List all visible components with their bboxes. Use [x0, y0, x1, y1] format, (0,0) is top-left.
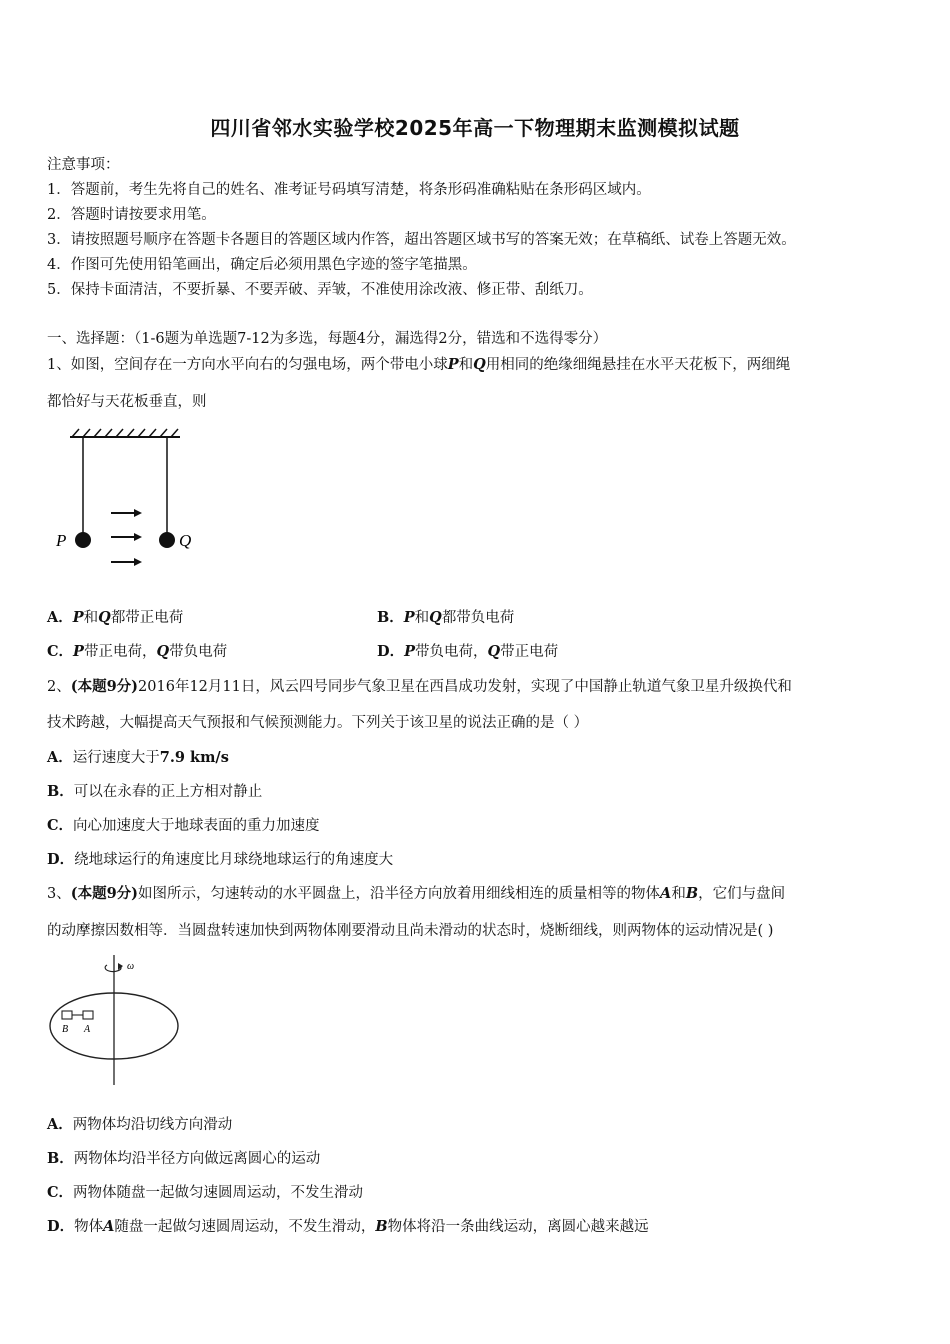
q2-option-d[interactable]: [47, 848, 393, 869]
option-text: 都带正电荷: [110, 610, 184, 626]
option-q: Q: [156, 643, 170, 660]
notice-item-5: 5．保持卡面清洁，不要折暴、不要弄破、弄皱，不准使用涂改液、修正带、刮纸刀。: [47, 282, 593, 298]
option-label: B．: [377, 609, 404, 626]
option-label: B．: [47, 1150, 74, 1167]
option-text: 带正电荷: [500, 644, 559, 660]
option-mid: 带负电荷，: [414, 644, 488, 660]
q2-num: 2、: [47, 679, 71, 695]
field-arrows: [111, 509, 142, 566]
block-a: [83, 1011, 93, 1019]
option-text: 绕地球运行的角速度比月球绕地球运行的角速度大: [74, 852, 394, 868]
option-label: D．: [47, 1218, 75, 1235]
option-text: 都带负电荷: [441, 610, 515, 626]
label-p: P: [56, 531, 67, 550]
ball-q: [159, 532, 175, 548]
option-text: 两物体随盘一起做匀速圆周运动，不发生滑动: [73, 1185, 364, 1201]
q1-stem-line2: 都恰好与天花板垂直，则: [47, 394, 207, 410]
option-p: P: [404, 643, 415, 660]
notice-item-1: 1．答题前，考生先将自己的姓名、准考证号码填写清楚，将条形码准确粘贴在条形码区域内。: [47, 182, 651, 198]
q3-option-b[interactable]: [47, 1147, 320, 1168]
q1-option-b[interactable]: [377, 606, 514, 627]
q1-stem-line1: [47, 353, 790, 374]
option-p: P: [73, 643, 84, 660]
option-text-c: 物体将沿一条曲线运动，离圆心越来越远: [387, 1219, 649, 1235]
q1-stem-text-b: 用相同的绝缘细绳悬挂在水平天花板下，两细绳: [485, 357, 791, 373]
option-text: 可以在永春的正上方相对静止: [73, 784, 263, 800]
q3-stem-text-a: 如图所示，匀速转动的水平圆盘上，沿半径方向放着用细线相连的质量相等的物体: [138, 886, 661, 902]
option-q: Q: [429, 609, 442, 626]
option-label: C．: [47, 643, 74, 660]
option-q: Q: [487, 643, 501, 660]
notice-heading: 注意事项：: [47, 157, 120, 173]
option-p: P: [403, 609, 415, 626]
option-mid: 和: [414, 610, 430, 626]
notice-item-4: 4．作图可先使用铅笔画出，确定后必须用黑色字迹的签字笔描黑。: [47, 257, 477, 273]
label-q: Q: [179, 531, 192, 550]
q2-option-b[interactable]: [47, 780, 262, 801]
option-text-a: 物体: [74, 1219, 104, 1235]
q3-stem-line2: 的动摩擦因数相等．当圆盘转速加快到两物体刚要滑动且尚未滑动的状态时，烧断细线，则两物体的运动情况是( ): [47, 923, 774, 939]
notice-item-2: 2．答题时请按要求用笔。: [47, 207, 216, 223]
q1-figure: [50, 425, 210, 575]
q2-stem-line1: [47, 675, 792, 696]
q1-stem-and: 和: [458, 357, 474, 373]
q1-option-d[interactable]: [377, 640, 558, 661]
q3-stem-line1: [47, 882, 785, 903]
option-label: C．: [47, 817, 74, 834]
q2-stem-text: 2016年12月11日，风云四号同步气象卫星在西昌成功发射，实现了中国静止轨道气象卫星升级换代和: [138, 679, 792, 695]
omega-label: ω: [127, 961, 135, 972]
option-label: C．: [47, 1184, 74, 1201]
option-mid: 和: [83, 610, 99, 626]
option-label: A．: [47, 1116, 73, 1133]
q1-option-a[interactable]: [47, 606, 183, 627]
page-title: 四川省邻水实验学校2025年高一下物理期末监测模拟试题: [210, 116, 740, 140]
q3-stem-and: 和: [671, 886, 686, 902]
q2-stem-line2: 技术跨越，大幅提高天气预报和气候预测能力。下列关于该卫星的说法正确的是（ ）: [47, 715, 589, 731]
option-a-var: A: [103, 1218, 115, 1235]
q2-score: (本题9分): [70, 678, 139, 695]
option-label: A．: [47, 609, 73, 626]
option-label: A．: [47, 749, 73, 766]
q3-option-c[interactable]: [47, 1181, 363, 1202]
option-label: D．: [47, 851, 75, 868]
q3-stem-text-b: ，它们与盘间: [698, 886, 786, 902]
ceiling: [70, 429, 180, 437]
q1-stem-q: Q: [473, 356, 486, 373]
q3-stem-b: B: [685, 885, 699, 902]
q1-stem-text-a: 1、如图，空间存在一方向水平向右的匀强电场，两个带电小球: [47, 357, 448, 373]
option-mid: 带正电荷，: [83, 644, 157, 660]
option-text: 两物体均沿半径方向做远离圆心的运动: [73, 1151, 321, 1167]
option-label: B．: [47, 783, 74, 800]
option-text: 向心加速度大于地球表面的重力加速度: [73, 818, 320, 834]
option-text: 运行速度大于: [72, 750, 160, 766]
q3-figure: [45, 953, 190, 1088]
label-b: B: [62, 1024, 69, 1035]
q3-stem-a: A: [660, 885, 672, 902]
option-b-var: B: [375, 1218, 388, 1235]
option-value: 7.9 km/s: [159, 749, 229, 766]
q1-stem-p: P: [447, 356, 459, 373]
q3-num: 3、: [47, 886, 71, 902]
section-heading: 一、选择题：（1-6题为单选题7-12为多选，每题4分，漏选得2分，错选和不选得零分）: [47, 331, 608, 347]
q2-option-c[interactable]: [47, 814, 320, 835]
option-p: P: [72, 609, 84, 626]
label-a: A: [84, 1024, 91, 1035]
option-text-b: 随盘一起做匀速圆周运动，不发生滑动，: [114, 1219, 376, 1235]
q3-option-d[interactable]: [47, 1215, 649, 1236]
q2-option-a[interactable]: [47, 746, 229, 767]
option-text: 两物体均沿切线方向滑动: [72, 1117, 233, 1133]
q1-option-c[interactable]: [47, 640, 227, 661]
block-b: [62, 1011, 72, 1019]
q3-score: (本题9分): [70, 885, 139, 902]
option-q: Q: [98, 609, 111, 626]
option-text: 带负电荷: [169, 644, 228, 660]
q3-option-a[interactable]: [47, 1113, 232, 1134]
ball-p: [75, 532, 91, 548]
option-label: D．: [377, 643, 405, 660]
notice-item-3: 3．请按照题号顺序在答题卡各题目的答题区域内作答，超出答题区域书写的答案无效；在草稿纸、试卷上答题无效。: [47, 232, 796, 248]
